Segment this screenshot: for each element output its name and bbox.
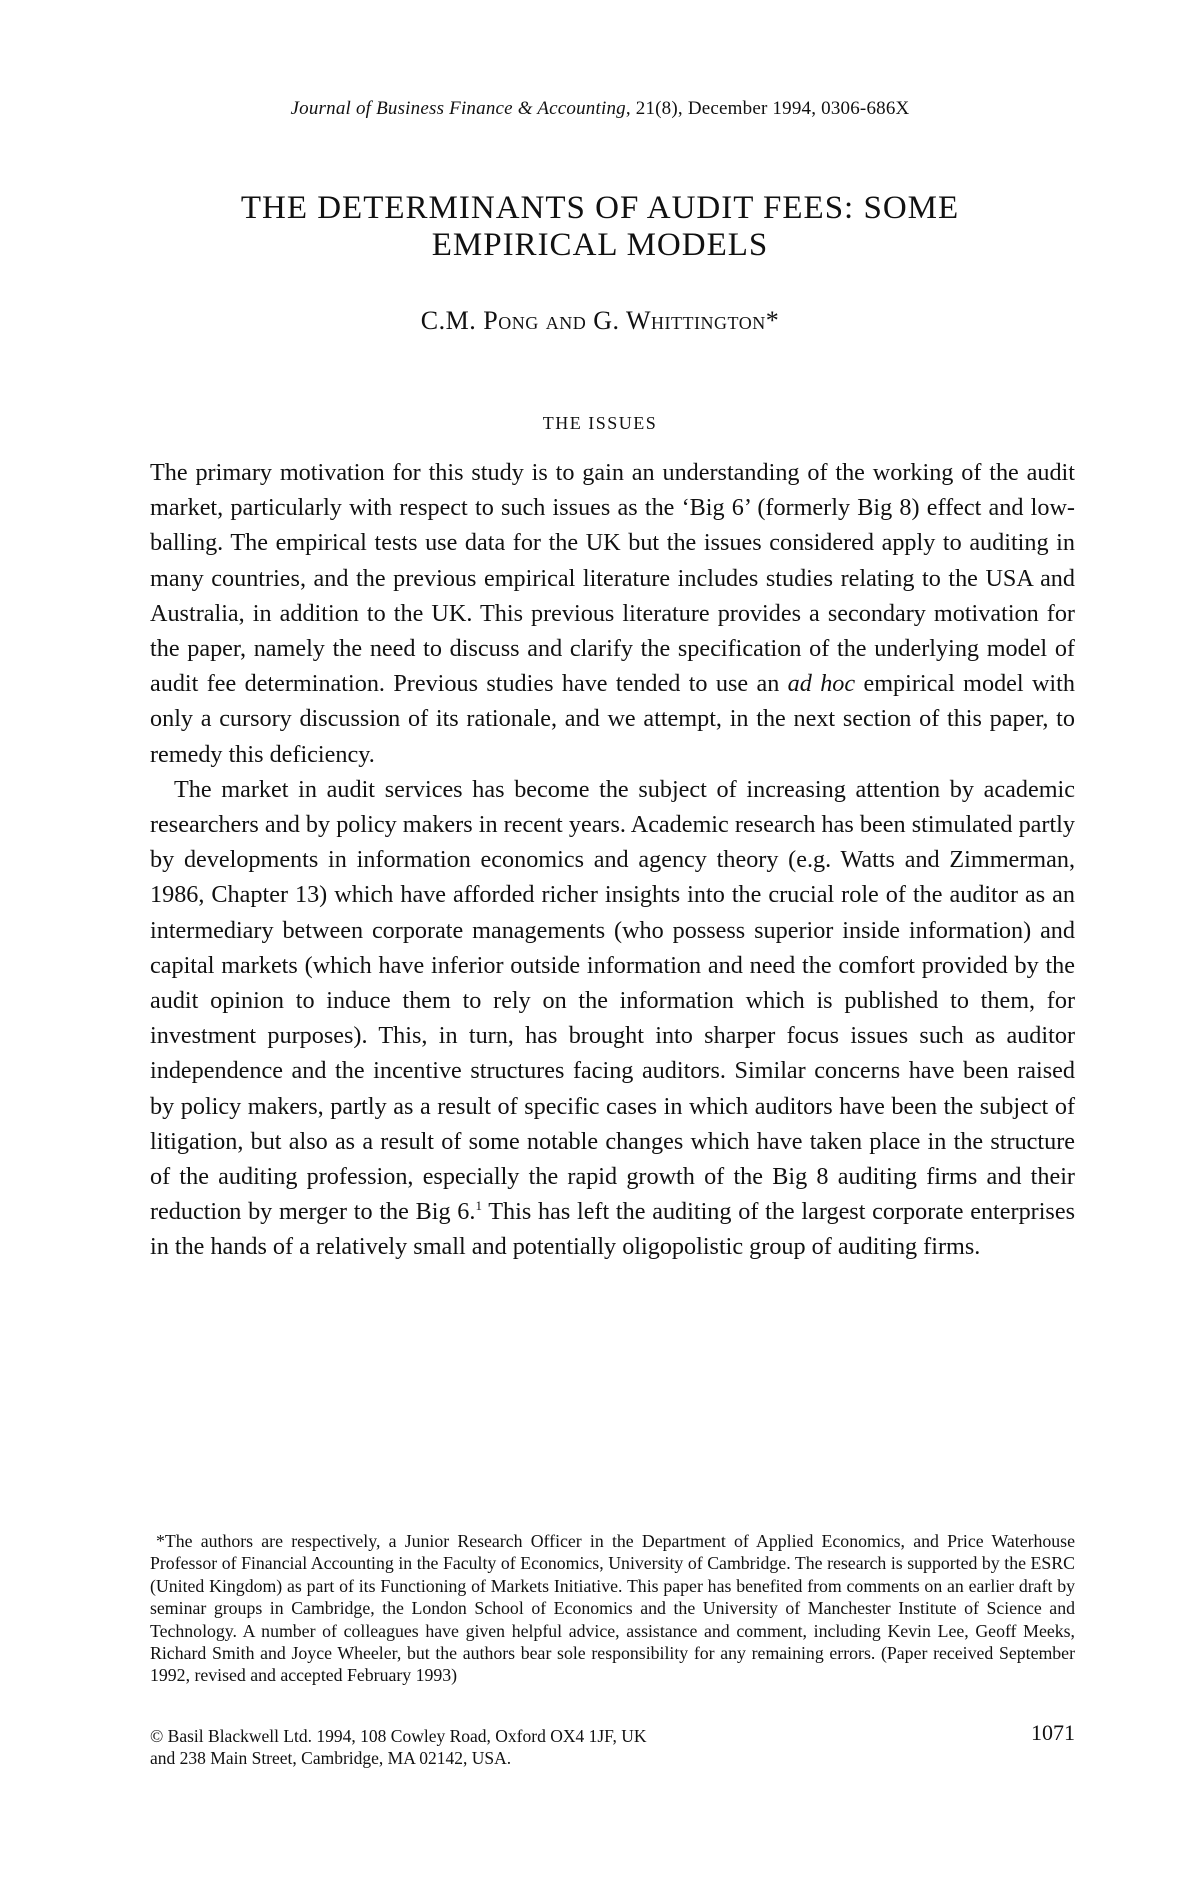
paragraph-1-text-a: The primary motivation for this study is to gain an understanding of the working of the audit market, particularly with respect to such issues as the ‘Big 6’ (formerly Big 8) effect and low-balling. The empirical tests use data for the UK but the issues considered apply to auditing in many countries, and the previous empirical literature includes studies relating to the USA and Australia, in addition to the UK. This previous literature provides a secondary motivation for the paper, namely the need to discuss and clarify the specification of the underlying model of audit fee determination. Previous studies have tended to use an (150, 459, 1075, 698)
body-text (150, 455, 1075, 1265)
section-heading: THE ISSUES (542, 413, 658, 433)
paragraph-2-text-a: The market in audit services has become the subject of increasing attention by academic researchers and by policy makers in recent years. Academic research has been stimulated partly by developments in information economics and agency theory (e.g. Watts and Zimmerman, 1986, Chapter 13) which have afforded richer insights into the crucial role of the auditor as an intermediary between corporate managements (who possess superior inside information) and capital markets (which have inferior outside information and need the comfort provided by the audit opinion to induce them to rely on the information which is published to them, for investment purposes). This, in turn, has brought into sharper focus issues such as auditor independence and the incentive structures facing auditors. Similar concerns have been raised by policy makers, partly as a result of specific cases in which auditors have been the subject of litigation, but also as a result of some notable changes which have taken place in the structure of the auditing profession, especially the rapid growth of the Big 8 auditing firms and their reduction by merger to the Big 6. (150, 775, 1075, 1226)
page-number: 1071 (1031, 1720, 1075, 1745)
paragraph-2-text-b: This has left the auditing of the largest corporate enterprises in the hands of a relatively small and potentially oligopolistic group of auditing firms. (150, 1198, 1075, 1261)
paper-title-line-1: THE DETERMINANTS OF AUDIT FEES: SOME (240, 190, 960, 226)
publisher-line-2: and 238 Main Street, Cambridge, MA 02142, USA. (150, 1748, 512, 1768)
paper-title (150, 190, 1050, 264)
paragraph-2 (150, 772, 1075, 1265)
running-head (0, 98, 1200, 120)
paragraph-1 (150, 455, 1075, 772)
author-footnote-text: *The authors are respectively, a Junior Research Officer in the Department of Applied Economics, and Price Waterhouse Professor of Financial Accounting in the Faculty of Economics, University of Cambridge. The research is supported by the ESRC (United Kingdom) as part of its Functioning of Markets Initiative. This paper has benefited from comments on an earlier draft by seminar groups in Cambridge, the London School of Economics and the University of Manchester Institute of Science and Technology. A number of colleagues have given helpful advice, assistance and comment, including Kevin Lee, Geoff Meeks, Richard Smith and Joyce Wheeler, but the authors bear sole responsibility for any remaining errors. (Paper received September 1992, revised and accepted February 1993) (150, 1531, 1075, 1686)
journal-name: Journal of Business Finance & Accounting (290, 98, 626, 119)
paragraph-1-text-b: empirical model with only a cursory discussion of its rationale, and we attempt, in the next section of this paper, to remedy this deficiency. (150, 670, 1075, 768)
authors: C.M. Pong and G. Whittington* (420, 306, 780, 335)
publisher-footer (150, 1725, 850, 1769)
paragraph-1-italic: ad hoc (787, 670, 856, 698)
footnote-marker: 1 (475, 1198, 482, 1214)
journal-issue: , 21(8), December 1994, 0306-686X (625, 98, 910, 119)
publisher-line-1: © Basil Blackwell Ltd. 1994, 108 Cowley Road, Oxford OX4 1JF, UK (150, 1726, 647, 1746)
author-footnote (150, 1530, 1075, 1687)
paper-title-line-2: EMPIRICAL MODELS (431, 227, 769, 263)
